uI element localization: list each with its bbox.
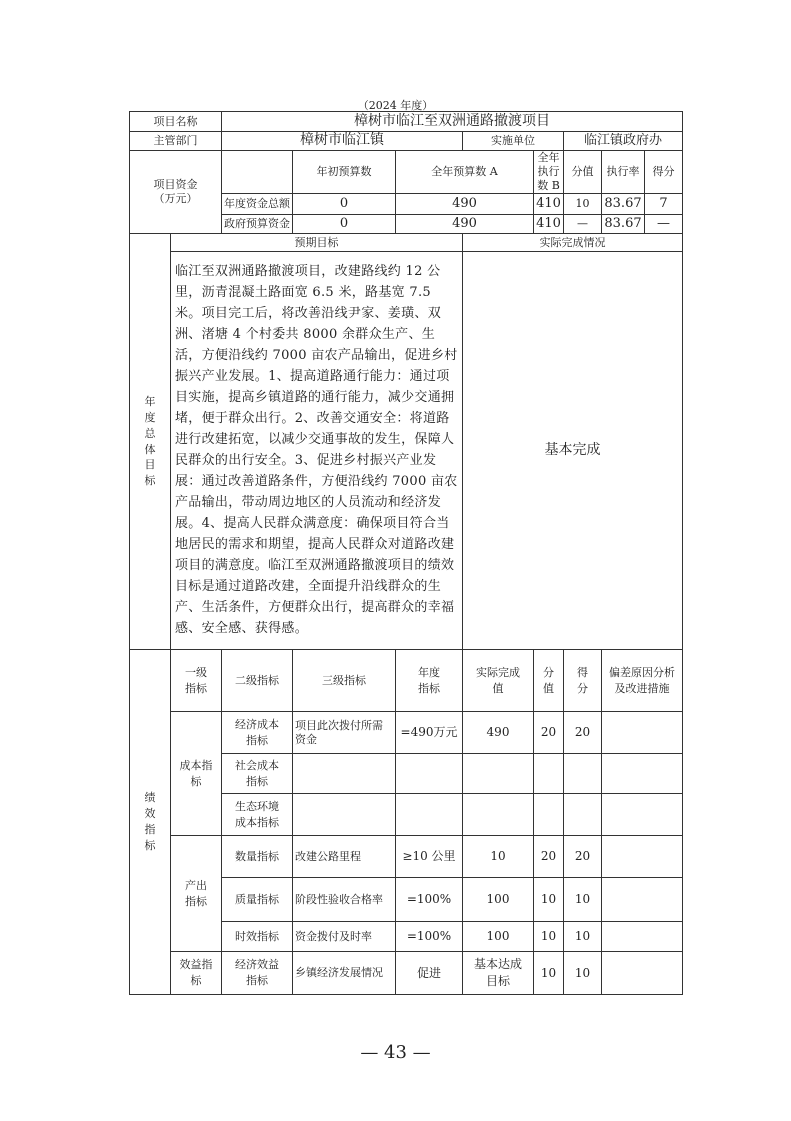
expected-goal-text: 临江至双洲通路撤渡项目，改建路线约 12 公里，沥青混凝土路面宽 6.5 米，路基宽 7.5 米。项目完工后，将改善沿线尹家、姜璜、双洲、渚塘 4 个村委共 8000 余群众生产、生活，方便沿线约 7000 亩农产品输出，促进乡村振兴产业发展。1、提高道路通行能力：通过项目实施，提高乡镇道路的通行能力，减少交通拥堵，便于群众出行。2、改善交通安全：将道路进行改建拓宽，以减少交通事故的发生，保障人民群众的出行安全。3、促进乡村振兴产业发展：通过改善道路条件，方便沿线约 7000 亩农产品输出，带动周边地区的人员流动和经济发展。4、提高人民群众满意度：确保项目符合当地居民的需求和期望，提高人民群众对道路改建项目的满意度。临江至双洲通路撤渡项目的绩效目标是通过道路改建，全面提升沿线群众的生产、生活条件，方便群众出行，提高群众的幸福感、安全感、获得感。 <box>171 252 463 650</box>
indicator-score: 10 <box>564 952 602 995</box>
indicator-weight: 20 <box>534 712 564 754</box>
indicator-weight: 20 <box>534 836 564 878</box>
benefit-indicator-label: 效益指标 <box>171 952 222 995</box>
department-row <box>130 132 683 151</box>
quantity-indicator-label: 数量指标 <box>222 836 293 878</box>
actual-completion-header: 实际完成情况 <box>463 234 683 252</box>
funds-row-executed: 410 <box>534 215 564 234</box>
funds-row-rate: 83.67 <box>602 215 645 234</box>
funds-header-rate: 执行率 <box>602 151 645 194</box>
timeliness-indicator-label: 时效指标 <box>222 922 293 952</box>
indicator-actual: 100 <box>463 878 534 922</box>
funds-header-row <box>130 151 683 194</box>
indicator-item: 乡镇经济发展情况 <box>293 952 396 995</box>
indicator-score: 20 <box>564 712 602 754</box>
economic-cost-label: 经济成本指标 <box>222 712 293 754</box>
indicator-annual: ≥10 公里 <box>396 836 463 878</box>
indicator-actual: 490 <box>463 712 534 754</box>
implementing-unit-value: 临江镇政府办 <box>564 132 683 151</box>
project-row <box>130 112 683 132</box>
funds-row-initial: 0 <box>293 194 396 215</box>
page-number: — 43 — <box>360 1042 431 1063</box>
indicator-row <box>130 952 683 995</box>
level2-header: 二级指标 <box>222 650 293 712</box>
implementing-unit-label: 实施单位 <box>463 132 564 151</box>
performance-table <box>129 111 683 995</box>
indicator-item: 改建公路里程 <box>293 836 396 878</box>
funds-header-blank <box>222 151 293 194</box>
indicator-deviation <box>602 712 683 754</box>
score-header: 得分 <box>564 650 602 712</box>
department-label: 主管部门 <box>130 132 222 151</box>
indicator-annual: 促进 <box>396 952 463 995</box>
indicator-score: 10 <box>564 878 602 922</box>
actual-header: 实际完成值 <box>463 650 534 712</box>
indicator-row <box>130 836 683 878</box>
performance-indicators-label: 绩效指标 <box>130 650 171 995</box>
funds-header-weight: 分值 <box>564 151 602 194</box>
funds-row-name: 政府预算资金 <box>222 215 293 234</box>
indicator-deviation <box>602 922 683 952</box>
annual-header: 年度指标 <box>396 650 463 712</box>
indicator-weight: 10 <box>534 952 564 995</box>
deviation-header: 偏差原因分析及改进措施 <box>602 650 683 712</box>
indicator-weight: 10 <box>534 878 564 922</box>
funds-row-score: — <box>645 215 683 234</box>
actual-completion-text: 基本完成 <box>463 252 683 650</box>
department-value: 樟树市临江镇 <box>222 132 463 151</box>
indicator-score: 10 <box>564 922 602 952</box>
funds-row-initial: 0 <box>293 215 396 234</box>
expected-goal-header: 预期目标 <box>171 234 463 252</box>
indicator-annual: =100% <box>396 922 463 952</box>
weight-header: 分值 <box>534 650 564 712</box>
eco-cost-label: 生态环境成本指标 <box>222 794 293 836</box>
funds-row-budget: 490 <box>396 215 534 234</box>
funds-header-executed: 全年执行数 B <box>534 151 564 194</box>
level1-header: 一级指标 <box>171 650 222 712</box>
indicator-actual: 10 <box>463 836 534 878</box>
funds-header-budget: 全年预算数 A <box>396 151 534 194</box>
indicator-item: 资金拨付及时率 <box>293 922 396 952</box>
indicator-annual: =490万元 <box>396 712 463 754</box>
indicator-header-row <box>130 650 683 712</box>
goal-content-row <box>130 252 683 650</box>
project-name-label: 项目名称 <box>130 112 222 132</box>
indicator-item: 项目此次拨付所需资金 <box>293 712 396 754</box>
indicator-actual: 基本达成目标 <box>463 952 534 995</box>
goal-header-row <box>130 234 683 252</box>
indicator-actual: 100 <box>463 922 534 952</box>
quality-indicator-label: 质量指标 <box>222 878 293 922</box>
indicator-row <box>130 712 683 754</box>
cost-indicator-label: 成本指标 <box>171 712 222 836</box>
indicator-score: 20 <box>564 836 602 878</box>
indicator-weight: 10 <box>534 922 564 952</box>
project-name-value: 樟树市临江至双洲通路撤渡项目 <box>222 112 683 132</box>
indicator-deviation <box>602 878 683 922</box>
indicator-annual: =100% <box>396 878 463 922</box>
funds-row-weight: — <box>564 215 602 234</box>
indicator-item: 阶段性验收合格率 <box>293 878 396 922</box>
funds-row-name: 年度资金总额 <box>222 194 293 215</box>
funds-row-weight: 10 <box>564 194 602 215</box>
level3-header: 三级指标 <box>293 650 396 712</box>
funds-row-score: 7 <box>645 194 683 215</box>
funds-row-rate: 83.67 <box>602 194 645 215</box>
social-cost-label: 社会成本指标 <box>222 754 293 794</box>
funds-header-score: 得分 <box>645 151 683 194</box>
funds-label: 项目资金 （万元） <box>130 151 222 234</box>
indicator-deviation <box>602 836 683 878</box>
overall-goal-label: 年度总体目标 <box>130 234 171 650</box>
funds-row-executed: 410 <box>534 194 564 215</box>
output-indicator-label: 产出指标 <box>171 836 222 952</box>
funds-header-initial: 年初预算数 <box>293 151 396 194</box>
year-label: （2024 年度） <box>357 99 434 112</box>
funds-row-budget: 490 <box>396 194 534 215</box>
indicator-deviation <box>602 952 683 995</box>
economic-benefit-label: 经济效益指标 <box>222 952 293 995</box>
